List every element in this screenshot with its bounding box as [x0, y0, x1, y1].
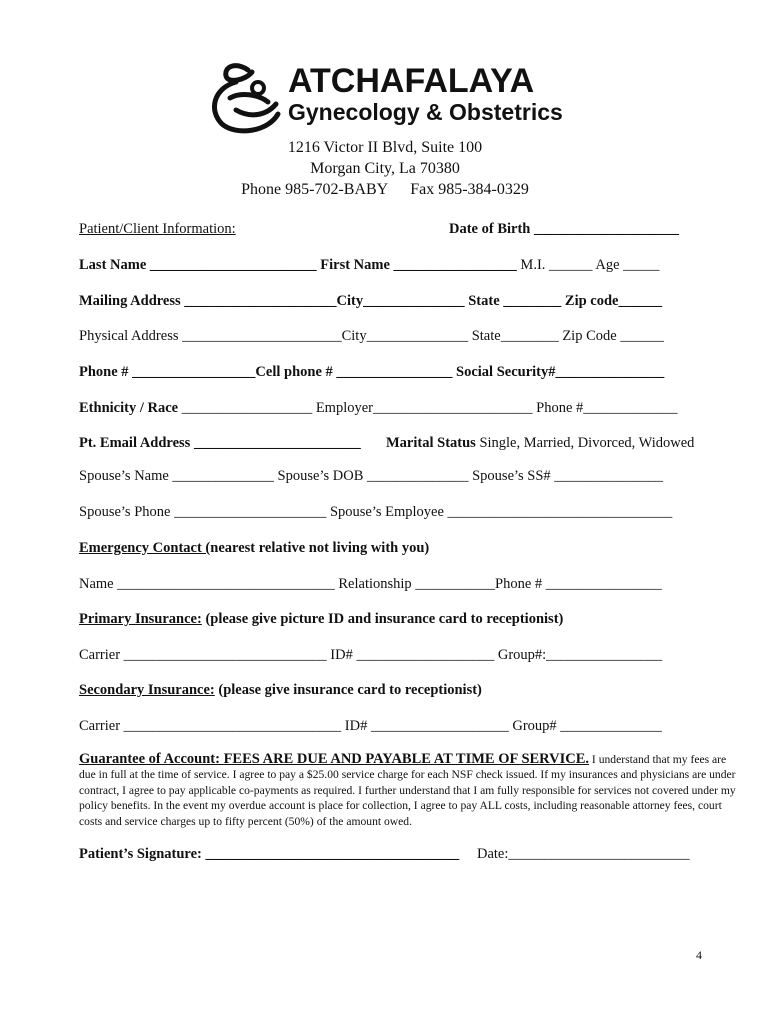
patient-info-heading: Patient/Client Information: — [79, 221, 236, 237]
guarantee-heading: Guarantee of Account: FEES ARE DUE AND PAYABLE AT TIME OF SERVICE. — [79, 751, 590, 767]
guarantee-text: I understand that my fees are due in full at the time of service. I agree to pay a $25.00 service charge for each NSF check issued. If my insurances and physicians are under contract, I agree to pay applicable co-payments as required. I further understand that I am fully responsible for services not covered under my policy benefits. In the event my overdue account is place for collection, I agree to pay ALL costs, including reasonable attorney fees, court costs and service charges up to fifty percent (50%) of the amount owed. — [79, 753, 736, 828]
fax-number: Fax 985-384-0329 — [410, 181, 529, 198]
marital-status-options[interactable]: Single, Married, Divorced, Widowed — [479, 435, 695, 451]
ethnicity-employer-fields[interactable]: __________________ Employer______________________ Phone #_____________ — [181, 400, 678, 416]
logo-name: ATCHAFALAYA — [288, 62, 535, 100]
spouse-row-2[interactable]: Spouse’s Phone _____________________ Spouse’s Employee _______________________________ — [79, 504, 673, 520]
primary-insurance-heading — [79, 611, 563, 628]
phone-row-field[interactable]: Phone # _________________Cell phone # ________________ Social Security#_______________ — [79, 364, 665, 380]
logo-sub: Gynecology & Obstetrics — [288, 99, 563, 125]
page-number: 4 — [696, 948, 702, 962]
signature-field[interactable]: Patient’s Signature: ___________________________________ — [79, 846, 460, 862]
address-line-2: Morgan City, La 70380 — [310, 160, 460, 177]
emergency-contact-title: Emergency Contact ( — [79, 540, 211, 556]
primary-insurance-field[interactable]: Carrier ____________________________ ID# ___________________ Group#:________________ — [79, 647, 663, 663]
mi-age-field[interactable]: M.I. ______ Age _____ — [520, 257, 660, 273]
secondary-insurance-field[interactable]: Carrier ______________________________ ID# ___________________ Group# ______________ — [79, 718, 662, 734]
secondary-insurance-note: (please give insurance card to receptionist) — [214, 682, 482, 698]
mother-baby-icon — [214, 66, 278, 131]
emergency-contact-note: nearest relative not living with you) — [210, 540, 430, 556]
phone-number: Phone 985-702-BABY — [241, 181, 389, 198]
ethnicity-row[interactable] — [79, 400, 678, 417]
physical-address-field[interactable]: Physical Address ______________________City______________ State________ Zip Code ______ — [79, 328, 664, 344]
emergency-contact-heading — [79, 540, 429, 557]
ethnicity-label: Ethnicity / Race — [79, 400, 179, 416]
emergency-contact-field[interactable]: Name ______________________________ Relationship ___________Phone # ________________ — [79, 576, 662, 592]
contact-line — [0, 181, 770, 199]
primary-insurance-note: (please give picture ID and insurance card to receptionist) — [201, 611, 564, 627]
mailing-address-field[interactable]: Mailing Address _____________________City______________ State ________ Zip code______ — [79, 293, 662, 309]
name-row — [79, 257, 659, 274]
signature-date-field[interactable]: Date:_________________________ — [477, 846, 690, 862]
guarantee-paragraph — [79, 752, 739, 829]
secondary-insurance-heading — [79, 682, 482, 699]
address-line-1: 1216 Victor II Blvd, Suite 100 — [287, 139, 483, 156]
first-name-field[interactable]: First Name _________________ — [320, 257, 517, 273]
secondary-insurance-title: Secondary Insurance: — [79, 682, 215, 698]
primary-insurance-title: Primary Insurance: — [79, 611, 202, 627]
spouse-row-1[interactable]: Spouse’s Name ______________ Spouse’s DOB ______________ Spouse’s SS# _______________ — [79, 468, 664, 484]
date-of-birth-field[interactable]: Date of Birth ____________________ — [449, 221, 679, 237]
last-name-field[interactable]: Last Name _______________________ — [79, 257, 317, 273]
marital-status[interactable] — [386, 435, 694, 452]
email-field[interactable]: Pt. Email Address _______________________ — [79, 435, 361, 451]
email-row — [79, 435, 361, 452]
practice-logo — [206, 58, 576, 134]
marital-status-label: Marital Status — [386, 435, 476, 451]
